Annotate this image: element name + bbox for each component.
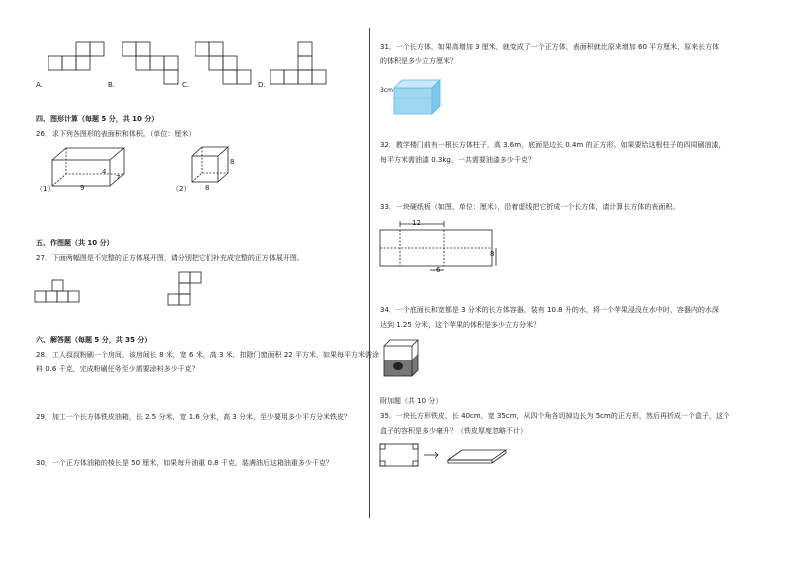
section5-heading: 五、作图题（共 10 分） — [36, 239, 114, 247]
question-32-line1: 32．教学楼门前有一根长方体柱子，高 3.6m，底面是边长 0.4m 的正方形。如果要给这根柱子的四周刷油漆， — [380, 141, 726, 149]
net-option-a — [48, 40, 108, 76]
fig1-height-label: 7 — [116, 174, 121, 182]
fig2-bottom-label: 8 — [205, 184, 210, 192]
section4-heading: 四、图形计算（每题 5 分，共 10 分） — [36, 115, 159, 123]
fig1-length-label: 9 — [80, 184, 85, 192]
column-divider — [369, 28, 370, 518]
question-26: 26．求下列各图形的表面积和体积。（单位：厘米） — [36, 130, 196, 138]
net-option-d — [270, 40, 334, 88]
question-34-line1: 34．一个底面长和宽都是 3 分米的长方体容器，装有 10.8 升的水，将一个苹果浸没在水中时，容器内的水深 — [380, 306, 719, 314]
q31-fig-label: 3cm — [380, 87, 393, 94]
cuboid-figure-1 — [50, 142, 130, 192]
question-28-line1: 28．工人叔叔粉刷一个房间，该房间长 8 米，宽 6 米，高 3 米，扣除门窗面积 22 平方米，如果每平方米需涂 — [36, 351, 379, 359]
net-option-b — [122, 40, 182, 88]
question-35-line2: 盒子的容积是多少毫升？（铁皮厚度忽略不计） — [380, 427, 527, 435]
option-b-label: B. — [108, 81, 116, 89]
fig2-edge-label: 8 — [230, 158, 235, 166]
question-35-line1: 35．一块长方形铁皮，长 40cm，宽 35cm，从四个角各切掉边长为 5cm的正方形，然后再折成一个盒子，这个 — [380, 412, 730, 420]
question-31-line2: 的体积是多少立方厘米？ — [380, 57, 457, 65]
fig1-label: （1） — [36, 185, 55, 193]
question-31-line1: 31．一个长方体，如果高增加 3 厘米，就变成了一个正方体，表面积就比原来增加 60 平方厘米，原来长方体 — [380, 43, 720, 51]
option-a-label: A. — [36, 81, 43, 89]
tray-folding-figure — [378, 440, 512, 470]
question-32-line2: 每平方米需油漆 0.3kg，一共需要油漆多少千克？ — [380, 156, 535, 164]
question-30: 30．一个正方体油箱的棱长是 50 厘米，如果每升油重 0.8 千克，装满油后这箱油重多少千克？ — [36, 459, 333, 467]
q33-right-dim: 8 — [490, 250, 495, 258]
question-29: 29．加工一个长方体铁皮油箱，长 2.5 分米，宽 1.6 分米，高 3 分米，至少要用多少平方分米铁皮？ — [36, 413, 351, 421]
extra-heading: 附加题（共 10 分） — [380, 397, 443, 405]
incomplete-net-2 — [165, 270, 205, 314]
blue-cuboid-figure — [388, 76, 442, 116]
question-27: 27．下面两幅图是不完整的正方体展开图，请分别把它们补充成完整的正方体展开图。 — [36, 254, 304, 262]
q33-bottom-dim: 6 — [436, 266, 441, 274]
option-c-label: C. — [182, 81, 190, 89]
water-container-figure — [380, 336, 422, 378]
incomplete-net-1 — [32, 278, 88, 308]
fig1-width-label: 4 — [102, 168, 107, 176]
net-option-c — [195, 40, 255, 88]
question-34-line2: 达到 1.25 分米，这个苹果的体积是多少立方分米？ — [380, 321, 541, 329]
cube-figure-2 — [190, 144, 234, 186]
q33-top-dim: 12 — [412, 219, 421, 227]
section6-heading: 六、解答题（每题 5 分，共 35 分） — [36, 336, 152, 344]
question-33: 33．一块硬纸板（如图，单位：厘米），沿着虚线把它折成一个长方体，请计算长方体的表面积。 — [380, 203, 680, 211]
option-d-label: D. — [258, 81, 266, 89]
fig2-label: （2） — [172, 185, 191, 193]
question-28-line2: 料 0.6 千克，完成粉刷任务至少需要涂料多少千克？ — [36, 365, 199, 373]
